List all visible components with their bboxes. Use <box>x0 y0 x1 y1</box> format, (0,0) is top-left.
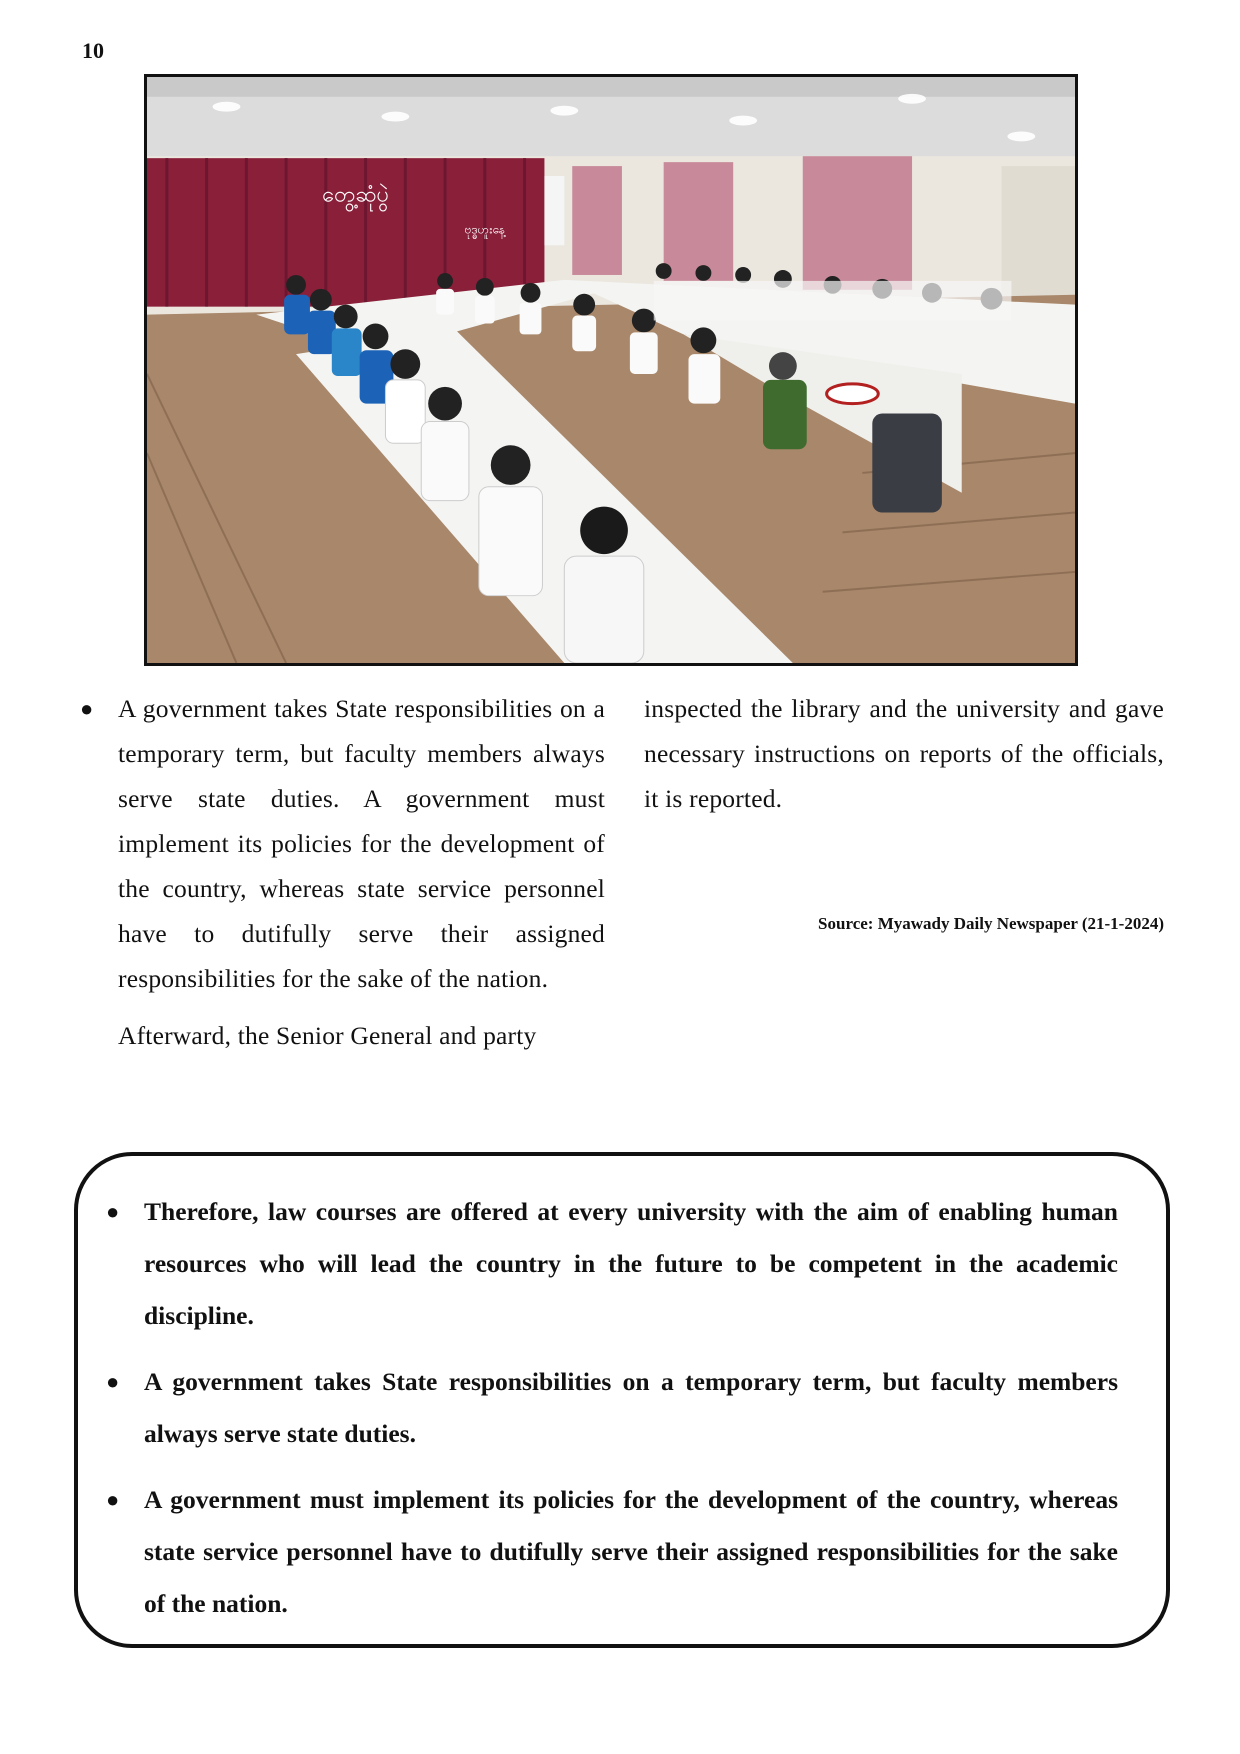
summary-item-text: A government must implement its policies for the development of the country, whereas state service personnel have to dutifully serve their assigned responsibilities for the sake of the nation. <box>144 1485 1118 1618</box>
article-paragraph-start: Afterward, the Senior General and party <box>118 1021 537 1050</box>
summary-item <box>106 1474 1118 1630</box>
banner-text: တွေ့ဆုံပွဲ <box>322 182 389 208</box>
summary-item <box>106 1186 1118 1342</box>
bullet-icon: ● <box>106 1369 120 1394</box>
summary-box <box>74 1152 1170 1648</box>
summary-list <box>106 1186 1118 1644</box>
bullet-icon: ● <box>106 1487 120 1512</box>
summary-item-text: Therefore, law courses are offered at every university with the aim of enabling human resources who will lead the country in the future to be competent in the academic discipline. <box>144 1197 1118 1330</box>
summary-item-text: A government takes State responsibilities on a temporary term, but faculty members always serve state duties. <box>144 1367 1118 1448</box>
article-paragraph-cont: inspected the library and the university and gave necessary instructions on reports of the officials, it is reported. <box>644 694 1164 813</box>
article-left-column <box>80 686 605 1058</box>
bullet-icon: ● <box>80 696 94 721</box>
source-citation: Source: Myawady Daily Newspaper (21-1-2024) <box>818 914 1164 933</box>
article-right-column <box>644 686 1164 821</box>
photo-illustration <box>147 77 1075 663</box>
bullet-icon: ● <box>106 1199 120 1224</box>
article-bullet-text: A government takes State responsibilities on a temporary term, but faculty members always serve state duties. A government must implement its policies for the development of the country, whereas state service personnel have to dutifully serve their assigned responsibilities for the sake of the nation. <box>118 694 605 993</box>
article-bullet-paragraph <box>80 686 605 1001</box>
banner-subtext: ဗုဒ္ဓဟူးနေ့ <box>464 222 505 237</box>
meeting-room-photo <box>144 74 1078 666</box>
summary-item <box>106 1356 1118 1460</box>
page-number: 10 <box>82 38 104 63</box>
